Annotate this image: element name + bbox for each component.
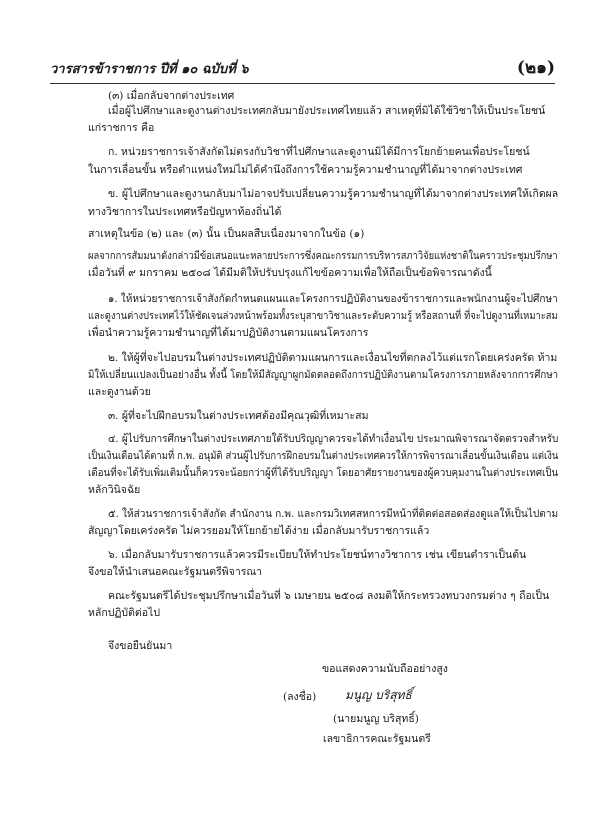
page-header xyxy=(50,52,555,82)
body-line: ข. ผู้ไปศึกษาและดูงานกลับมาไม่อาจปรับเปลี่ยนความรู้ความชำนาญที่ได้มาจากต่างประเทศให้เกิดผล xyxy=(108,188,559,200)
body-line: เพื่อนำความรู้ความชำนาญที่ได้มาปฏิบัติงานตามแผนโครงการ xyxy=(88,327,369,339)
signature: มนูญ บริสุทธิ์ xyxy=(345,688,412,702)
body-line: และดูงานต่างประเทศไว้ให้ชัดเจนล่วงหน้าพร้อมทั้งระบุสาขาวิชาและระดับความรู้ หรือสถานที่ ที่จะไปดูงานที่เหมาะสม xyxy=(88,310,558,322)
body-line: หลักปฏิบัติต่อไป xyxy=(88,607,160,619)
body-line: สัญญาโดยเคร่งครัด ไม่ควรยอมให้โยกย้ายได้ง่าย เมื่อกลับมารับราชการแล้ว xyxy=(88,525,430,537)
body-line: เป็นเงินเดือนได้ตามที่ ก.พ. อนุมัติ ส่วนผู้ไปรับการฝึกอบรมในต่างประเทศควรให้การพิจารณาเลื่อนขั้นเงินเดือน แต่เงิน xyxy=(88,450,559,462)
body-line: สาเหตุในข้อ (๒) และ (๓) นั้น เป็นผลสืบเนื่องมาจากในข้อ (๑) xyxy=(88,228,365,240)
signer-position: เลขาธิการคณะรัฐมนตรี xyxy=(323,733,431,745)
body-line: เดือนที่จะได้รับเพิ่มเติมนั้นก็ควรจะน้อยกว่าผู้ที่ได้รับปริญญา โดยอาศัยรายงานของผู้ควบคุมงานในต่างประเทศเป็น xyxy=(88,467,559,479)
body-line: ๖. เมื่อกลับมารับราชการแล้วควรมีระเบียบให้ทำประโยชน์ทางวิชาการ เช่น เขียนตำราเป็นต้น xyxy=(108,549,527,561)
body-line: ทางวิชาการในประเทศหรือปัญหาท้องถิ่นได้ xyxy=(88,206,282,218)
body-line: แก่ราชการ คือ xyxy=(88,122,155,134)
closing-salutation: ขอแสดงความนับถืออย่างสูง xyxy=(322,663,448,675)
body-line: คณะรัฐมนตรีได้ประชุมปรึกษาเมื่อวันที่ ๖ เมษายน ๒๕๐๘ ลงมติให้กระทรวงทบวงกรมต่าง ๆ ถือเป็น xyxy=(108,590,550,602)
journal-title: วารสารข้าราชการ ปีที่ ๑๐ ฉบับที่ ๖ xyxy=(50,62,249,77)
body-line: ๑. ให้หน่วยราชการเจ้าสังกัดกำหนดแผนและโครงการปฏิบัติงานของข้าราชการและพนักงานผู้จะไปศึกษา xyxy=(108,293,558,305)
body-line: ๔. ผู้ไปรับการศึกษาในต่างประเทศภายใต้รับปริญญาควรจะได้ทำเงื่อนไข ประมาณพิจารณาจัดตรวจสำหรับ xyxy=(108,433,559,445)
body-line: ในการเลื่อนขั้น หรือตำแหน่งใหม่ไม่ได้คำนึงถึงการใช้ความรู้ความชำนาญที่ได้มาจากต่างประเทศ xyxy=(88,164,523,176)
body-line: จึงขอให้นำเสนอคณะรัฐมนตรีพิจารณา xyxy=(88,566,263,578)
body-line: เมื่อวันที่ ๙ มกราคม ๒๕๐๘ ได้มีมติให้ปรับปรุงแก้ไขข้อความเพื่อให้ถือเป็นข้อพิจารณาดังนี้ xyxy=(88,267,492,279)
printed-name: (นายมนูญ บริสุทธิ์) xyxy=(333,713,419,725)
page-number: (๒๑) xyxy=(516,58,555,78)
body-line: หลักวินิจฉัย xyxy=(88,484,141,496)
body-line: และดูงานด้วย xyxy=(88,386,151,398)
body-line: ๓. ผู้ที่จะไปฝึกอบรมในต่างประเทศต้องมีคุณวุฒิที่เหมาะสม xyxy=(108,410,369,422)
body-line: (๓) เมื่อกลับจากต่างประเทศ xyxy=(108,90,235,102)
body-line: จึงขอยืนยันมา xyxy=(108,640,173,652)
body-line: ก. หน่วยราชการเจ้าสังกัดไม่ตรงกับวิชาที่ไปศึกษาและดูงานมิได้มีการโยกย้ายคนเพื่อประโยชน์ xyxy=(108,146,530,158)
body-line: ๒. ให้ผู้ที่จะไปอบรมในต่างประเทศปฏิบัติตามแผนการและเงื่อนไขที่ตกลงไว้แต่แรกโดยเคร่งครัด ห้าม xyxy=(108,352,558,364)
body-line: เมื่อผู้ไปศึกษาและดูงานต่างประเทศกลับมายังประเทศไทยแล้ว สาเหตุที่มิได้ใช้วิชาให้เป็นประโยชน์ xyxy=(108,105,546,117)
body-line: ๕. ให้ส่วนราชการเจ้าสังกัด สำนักงาน ก.พ. และกรมวิเทศสหการมีหน้าที่ติดต่อสอดส่องดูแลให้เป็นไปตาม xyxy=(108,508,559,520)
body-line: ผลจากการสัมมนาดังกล่าวมีข้อเสนอแนะหลายประการซึ่งคณะกรรมการบริหารสภาวิจัยแห่งชาติในคราวประชุมปรึกษา xyxy=(88,250,558,262)
body-line: มิให้เปลี่ยนแปลงเป็นอย่างอื่น ทั้งนี้ โดยให้มีสัญญาผูกมัดตลอดถึงการปฏิบัติงานตามโครงการภายหลังจากการศึกษา xyxy=(88,369,559,381)
signed-mark: (ลงชื่อ) xyxy=(283,691,317,703)
header-rule xyxy=(50,83,555,84)
